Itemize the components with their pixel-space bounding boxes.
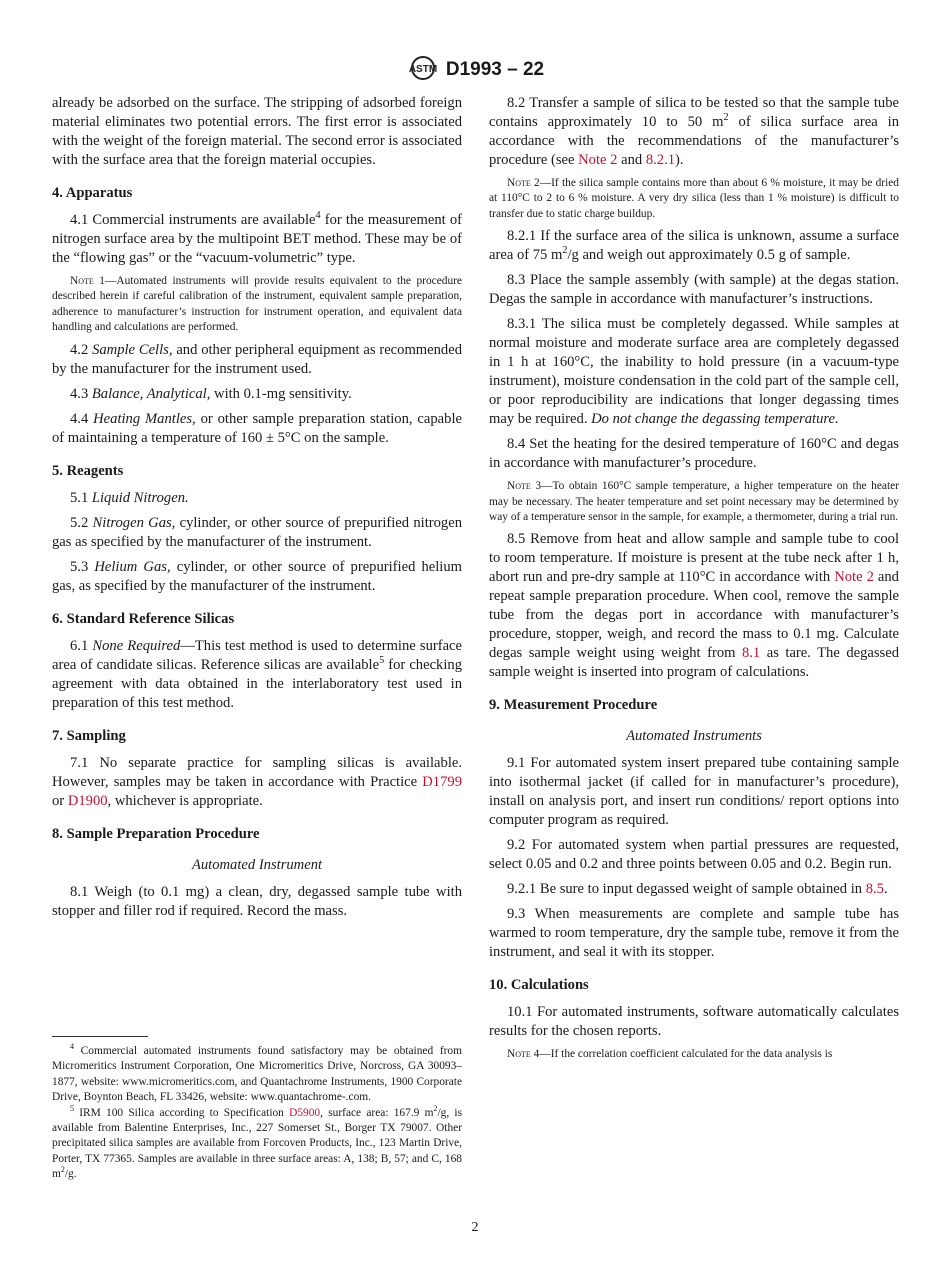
text-run: 8.2.1 If the surface area of the silica is unknown, assume a surface area of 75 m — [489, 228, 899, 264]
text-run: 10.1 For automated instruments, software automatically calculates results for the chosen reports. — [489, 1004, 899, 1040]
subsection-caption — [52, 856, 462, 875]
page-number: 2 — [471, 1220, 479, 1235]
text-run: —This test method is used to determine surface area of candidate silicas. Reference silicas are available — [52, 637, 463, 673]
note — [489, 176, 899, 222]
note — [489, 1047, 899, 1062]
text-run: 9.2 For automated system when partial pressures are requested, select 0.05 and 0.2 and three points between 0.05 and 0.2. Begin run. — [489, 837, 899, 873]
text-run: cylinder, or other source of prepurified helium gas, as specified by the manufacturer of the instrument. — [52, 558, 463, 594]
text-run: Commercial automated instruments found satisfactory may be obtained from Micromeritics Instrument Corporation, One Micromeritics Drive, Norcross, GA 30093–1877, website: www.micromeritics.com, and Quantachrome Instruments, 1900 Corporate Drive, Boynton Beach, FL 33426, website: www.quantachrome-.com. — [52, 1045, 462, 1104]
text-run: for the measurement of nitrogen surface area by the multipoint BET method. These may be of the “flowing gas” or the “vacuum-volumetric” type. — [52, 212, 462, 266]
text-run: 8.3 Place the sample assembly (with sample) at the degas station. Degas the sample in accordance with manufacturer’s instructions. — [489, 272, 899, 308]
text-run: 8.3.1 The silica must be completely degassed. While samples at normal moisture and moderate surface area are completely degassed in 1 h at 160°C, the inability to hold pressure (in a vacuum-type instrument), moisture condensation in the cold part of the sample cell, or poor reproducibility are indications that longer degassing times may be required. — [489, 316, 899, 428]
footnote-ref: 5 — [379, 654, 385, 666]
paragraph — [489, 227, 899, 265]
text-run: . — [883, 881, 888, 898]
text-run: Helium Gas, — [94, 558, 171, 575]
paragraph — [489, 880, 899, 899]
footnote-ref: 5 — [70, 1103, 74, 1113]
paragraph — [52, 94, 462, 170]
cross-reference-link[interactable]: 8.2.1 — [645, 152, 676, 168]
text-run: 9. Measurement Procedure — [489, 697, 658, 714]
text-run: as tare. The degassed sample weight is inserted into program of calculations. — [489, 645, 900, 681]
cross-reference-link[interactable]: Note 2 — [834, 569, 874, 586]
paragraph — [52, 637, 462, 713]
paragraph — [489, 836, 899, 874]
paragraph — [489, 315, 899, 429]
note — [52, 274, 462, 336]
text-run: /g. — [64, 1168, 77, 1181]
text-run: 8.2 Transfer a sample of silica to be tested so that the sample tube contains approximately 10 to 50 m — [489, 95, 899, 130]
text-run: 4—If the correlation coefficient calculated for the data analysis is — [530, 1048, 833, 1061]
footnote-ref: 2 — [433, 1103, 438, 1113]
text-run: 7.1 No separate practice for sampling silicas is available. However, samples may be taken in accordance with Practice — [52, 754, 462, 790]
text-run: Automated Instrument — [191, 856, 323, 873]
text-run: 6.1 — [70, 637, 93, 654]
text-run: Note — [70, 275, 94, 287]
section-heading — [52, 462, 462, 481]
text-run: Nitrogen Gas, — [92, 514, 176, 531]
text-run: 9.2.1 Be sure to input degassed weight of sample obtained in — [507, 881, 866, 898]
page-header — [0, 55, 950, 81]
text-run: Heating Mantles, — [93, 410, 196, 427]
footnotes — [52, 1044, 462, 1183]
cross-reference-link[interactable]: D5900 — [289, 1106, 321, 1119]
cross-reference-link[interactable]: D1900 — [67, 792, 108, 809]
paragraph — [489, 435, 899, 473]
text-run: 8.4 Set the heating for the desired temperature of 160°C and degas in accordance with manufacturer’s procedure. — [489, 436, 899, 472]
paragraph — [52, 514, 462, 552]
text-run: 3—To obtain 160°C sample temperature, a higher temperature on the heater may be necessary. The heater temperature and set point necessary may be determined by way of a temperature sensor in the sample, for example, a thermometer, during a trial run. — [489, 480, 899, 524]
right-column — [489, 94, 899, 1068]
section-heading — [52, 727, 462, 746]
text-run: /g, is available from Balentine Enterprises, Inc., 227 Somerset St., Borger TX 79007. Other precipitated silica samples are available from Forcoven Products, Inc., 123 Martin Drive, Porter, TX 77365. Samples are available in three surface areas: A, 138; B, 57; and C, 168 m — [52, 1106, 463, 1181]
text-run: 2—If the silica sample contains more than about 6 % moisture, it may be dried at 110°C to 2 to 6 % moisture. A very dry silica (less than 1 % moisture) is difficult to transfer due to static charge buildup. — [489, 177, 899, 220]
text-run: 7. Sampling — [52, 727, 126, 744]
text-run: 10. Calculations — [489, 977, 589, 994]
section-heading — [52, 610, 462, 629]
text-run: 4.4 — [70, 410, 94, 427]
section-heading — [52, 184, 462, 203]
footnote — [52, 1103, 463, 1183]
text-run: or other sample preparation station, capable of maintaining a temperature of 160 ± 5°C on the sample. — [52, 410, 462, 446]
paragraph — [52, 341, 462, 379]
text-run: 9.3 When measurements are complete and sample tube has warmed to room temperature, dry the sample tube, remove it from the instrument, and seal it with its stopper. — [489, 906, 899, 961]
text-run: 9.1 For automated system insert prepared tube containing sample into isothermal jacket (if called for in manufacturer’s procedure), install on analysis port, and insert run conditions/ report options into computer program as required. — [489, 755, 899, 829]
paragraph — [489, 754, 899, 830]
text-run: 8. Sample Preparation Procedure — [52, 825, 260, 842]
text-run: and — [617, 152, 646, 168]
text-run: None Required — [92, 637, 181, 654]
paragraph — [52, 385, 462, 404]
text-run: IRM 100 Silica according to Specification — [73, 1106, 290, 1119]
text-run: 5.2 — [70, 514, 93, 531]
left-column — [52, 94, 462, 927]
cross-reference-link[interactable]: Note 2 — [578, 152, 618, 168]
paragraph — [489, 905, 899, 962]
text-run: 4.2 — [70, 341, 93, 358]
footnote-ref: 4 — [70, 1042, 74, 1052]
text-run: Sample Cells, — [92, 341, 173, 358]
text-run: for checking agreement with data obtained in the interlaboratory test used in preparation of this test method. — [52, 656, 462, 711]
paragraph — [52, 489, 462, 508]
astm-logo-icon — [406, 55, 440, 81]
paragraph — [489, 530, 899, 682]
paragraph — [489, 271, 899, 309]
paragraph — [52, 211, 462, 268]
text-run: 8.1 Weigh (to 0.1 mg) a clean, dry, degassed sample tube with stopper and filler rod if required. Record the mass. — [52, 883, 462, 919]
subsection-caption — [489, 727, 899, 746]
text-run: already be adsorbed on the surface. The stripping of adsorbed foreign material eliminates two potential errors. The first error is associated with the weight of the foreign material. The second error is associated with the surface area that the foreign material occupies. — [52, 95, 462, 168]
text-run: 5.1 — [70, 489, 92, 506]
section-heading — [52, 825, 462, 844]
svg-text:ASTM: ASTM — [408, 64, 438, 75]
text-run: with 0.1-mg sensitivity. — [210, 385, 352, 402]
cross-reference-link[interactable]: 8.1 — [741, 645, 761, 662]
text-run: 1—Automated instruments will provide results equivalent to the procedure described herein if careful calibration of the instrument, equivalent sample preparation, adherence to manufacturer’s instruction for instrument operation, and equivalent data handling and calculations are performed. — [52, 275, 462, 334]
text-run: , surface area: 167.9 m — [320, 1106, 434, 1119]
text-run: /g and weigh out approximately 0.5 g of sample. — [567, 247, 851, 264]
note — [489, 479, 899, 525]
text-run: and repeat sample preparation procedure. When cool, remove the sample tube from the degas port in accordance with manufacturer’s procedure, stopper, weigh, and record the mass to 0.1 mg. Calculate degas sample weight using weight from — [489, 569, 899, 662]
designation: D1993 – 22 — [445, 59, 545, 80]
text-run: 6. Standard Reference Silicas — [52, 610, 235, 627]
cross-reference-link[interactable]: 8.5 — [865, 881, 884, 898]
text-run: 5.3 — [70, 558, 95, 575]
section-heading — [489, 976, 899, 995]
cross-reference-link[interactable]: D1799 — [422, 773, 462, 790]
text-run: Balance, Analytical, — [91, 385, 211, 402]
text-run: of silica surface area in accordance with the recommendations of the manufacturer’s procedure (see — [489, 114, 900, 168]
footnote-ref: 2 — [562, 245, 568, 257]
footnote — [52, 1044, 462, 1106]
text-run: Note — [507, 480, 531, 493]
text-run: or — [52, 792, 68, 809]
footnote-ref: 2 — [723, 112, 729, 124]
paragraph — [52, 558, 462, 596]
footnote-ref: 4 — [315, 210, 321, 222]
text-run: ). — [675, 152, 684, 168]
text-run: Do not change the degassing temperature. — [591, 411, 839, 428]
text-run: Liquid Nitrogen. — [91, 489, 189, 506]
footnote-ref: 2 — [60, 1165, 65, 1175]
paragraph — [489, 1003, 899, 1041]
paragraph — [489, 94, 899, 170]
text-run: 4. Apparatus — [52, 185, 133, 201]
text-run: Note — [507, 177, 531, 189]
paragraph — [52, 883, 462, 921]
text-run: cylinder, or other source of prepurified nitrogen gas as specified by the manufacturer of the instrument. — [52, 514, 462, 550]
paragraph — [52, 410, 462, 448]
paragraph — [52, 754, 462, 811]
footnote-divider — [52, 1036, 148, 1037]
section-heading — [489, 696, 899, 715]
text-run: 8.5 Remove from heat and allow sample and sample tube to cool to room temperature. If moisture is present at the tube neck after 1 h, abort run and pre-dry sample at 110°C in accordance with — [489, 531, 899, 586]
text-run: , whichever is appropriate. — [107, 792, 263, 809]
text-run: Note — [507, 1048, 531, 1061]
text-run: 5. Reagents — [52, 462, 124, 479]
text-run: and other peripheral equipment as recommended by the manufacturer for the instrument used. — [52, 341, 463, 377]
text-run: 4.1 Commercial instruments are available — [70, 212, 316, 228]
text-run: Automated Instruments — [626, 728, 762, 745]
text-run: 4.3 — [70, 385, 92, 402]
